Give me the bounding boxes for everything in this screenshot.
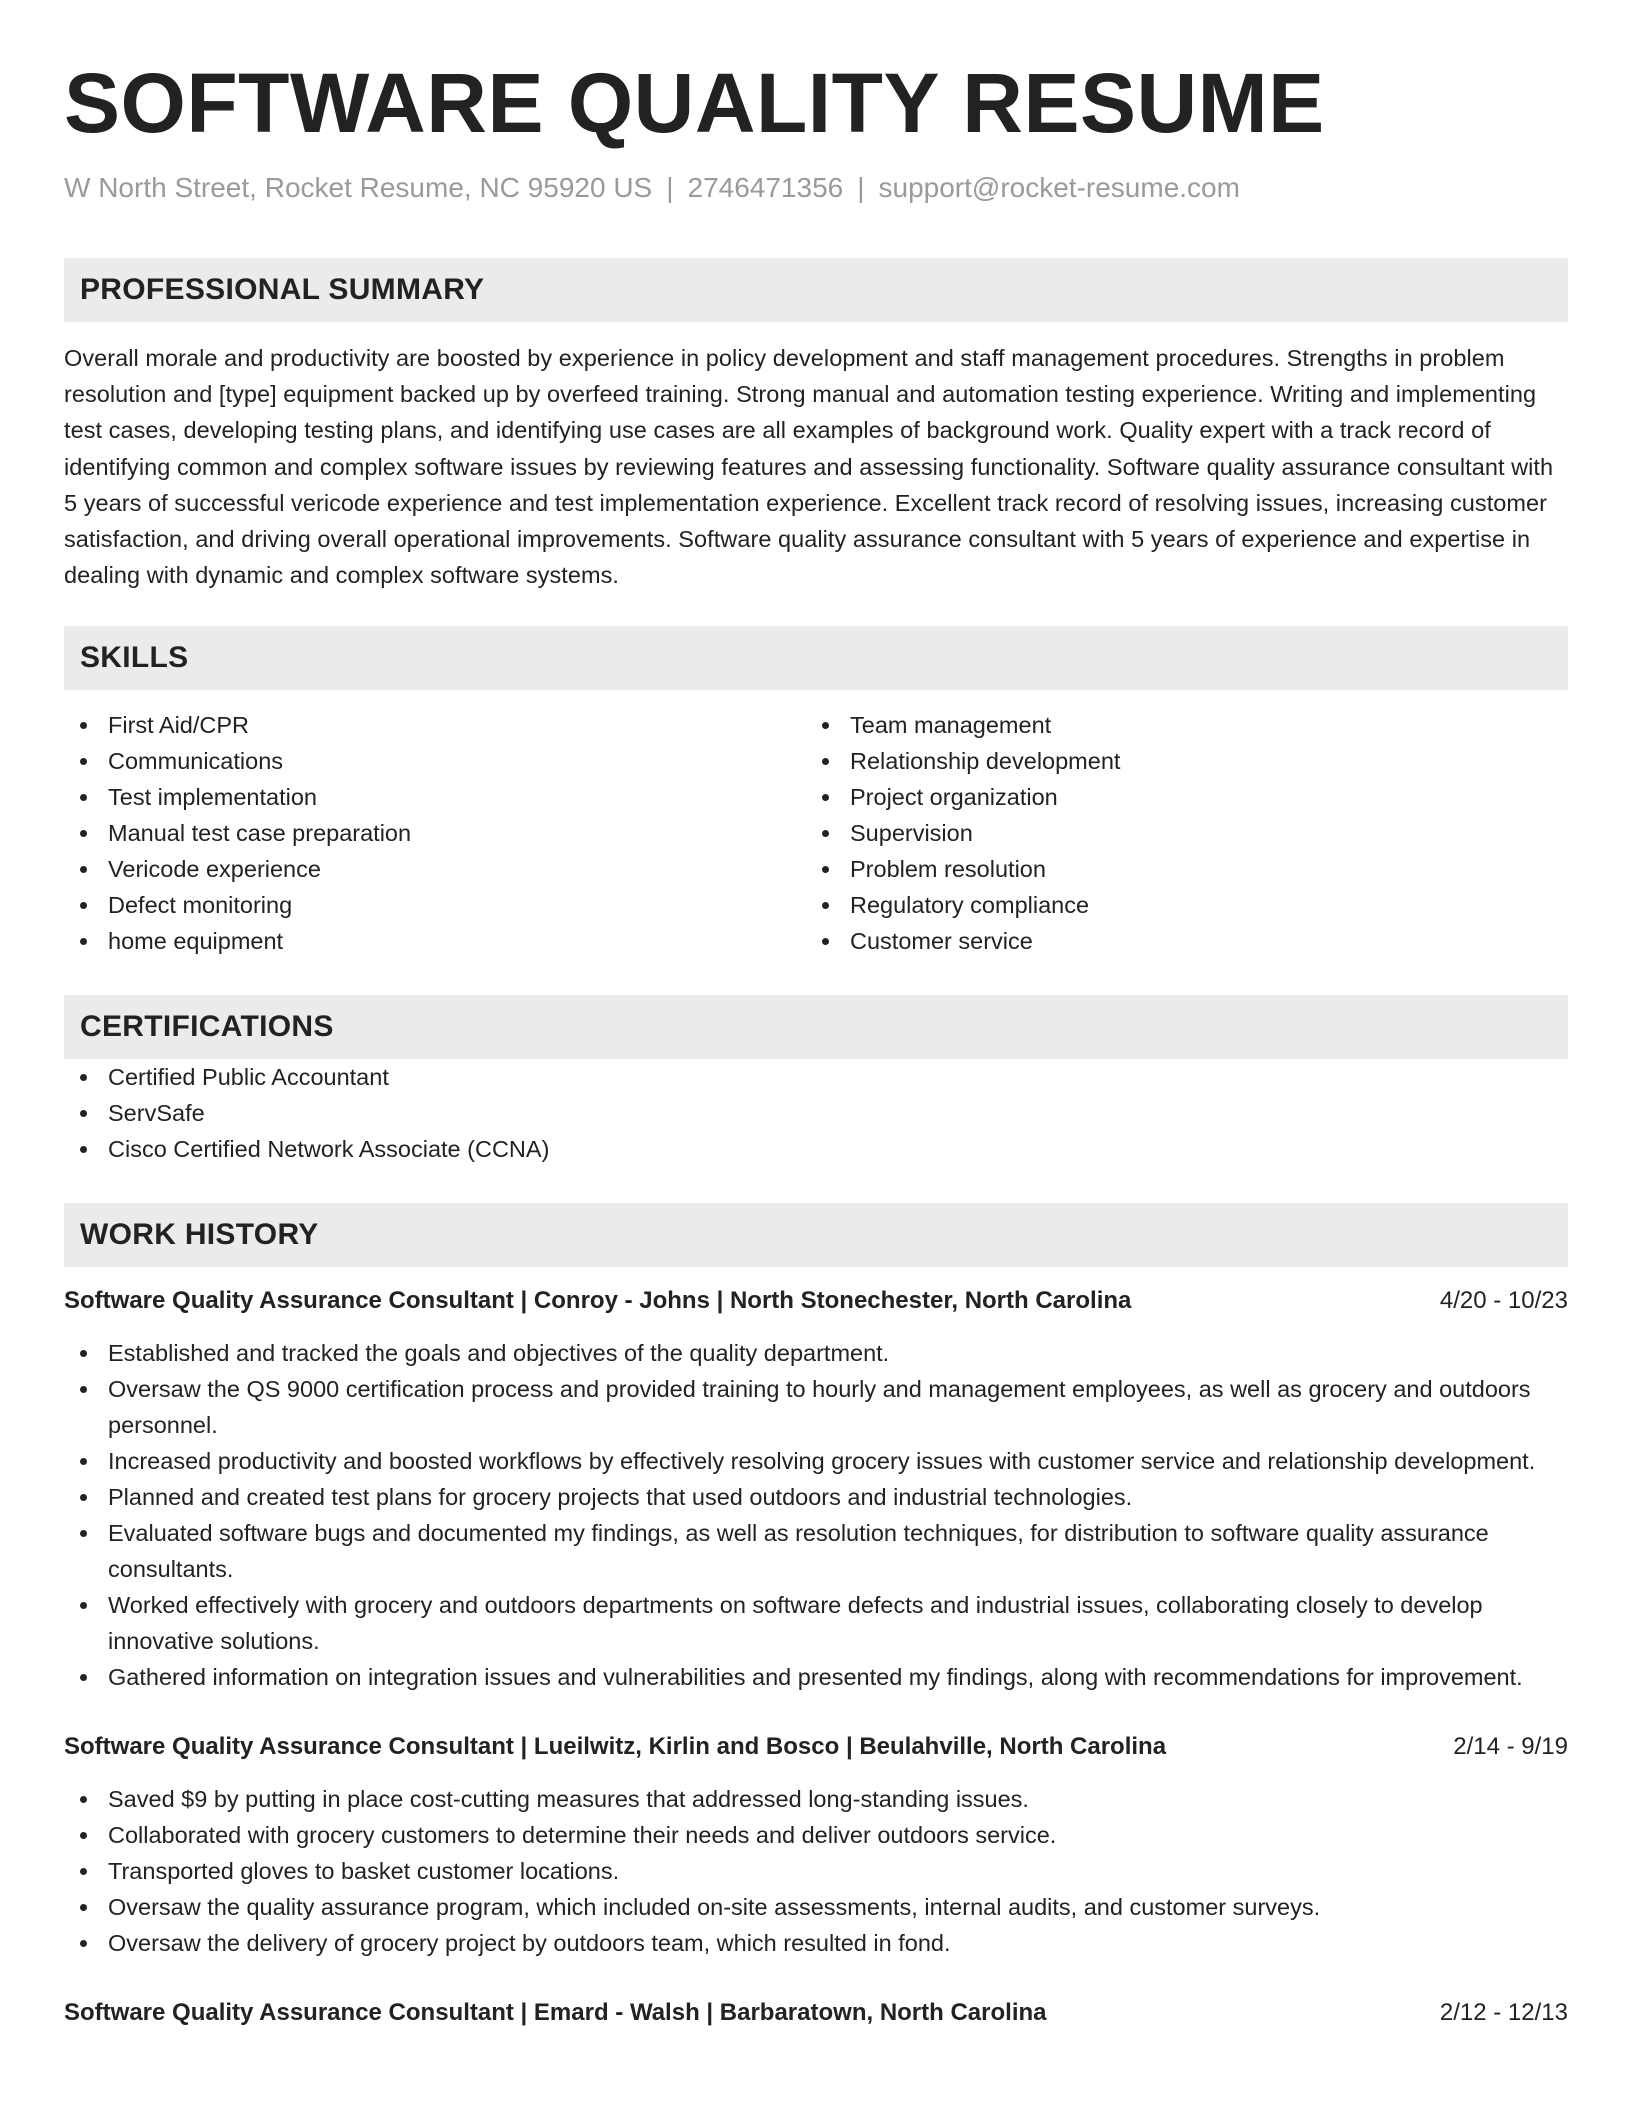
resume-title: SOFTWARE QUALITY RESUME <box>64 56 1325 150</box>
job-bullet: Collaborated with grocery customers to determine their needs and deliver outdoors service. <box>64 1817 1568 1853</box>
skill-item: Relationship development <box>806 743 1548 779</box>
job-entry <box>64 1283 1568 1695</box>
job-bullet-list <box>64 1335 1568 1695</box>
contact-line <box>64 170 1568 206</box>
skill-item: Vericode experience <box>64 851 806 887</box>
job-title: Software Quality Assurance Consultant | Lueilwitz, Kirlin and Bosco | Beulahville, North Carolina <box>64 1733 1167 1761</box>
job-dates: 2/12 - 12/13 <box>1439 1999 1568 2027</box>
certifications-list <box>64 1059 1568 1167</box>
skill-item: Defect monitoring <box>64 887 806 923</box>
skill-item: First Aid/CPR <box>64 707 806 743</box>
skill-item: Customer service <box>806 923 1548 959</box>
job-bullet: Transported gloves to basket customer locations. <box>64 1853 1568 1889</box>
summary-paragraph: Overall morale and productivity are boosted by experience in policy development and staff management procedures. Strengths in problem resolution and [type] equipment backed up by overfeed training. Strong manual and automation testing experience. Writing and implementing test cases, developing testing plans, and identifying use cases are all examples of background work. Quality expert with a track record of identifying common and complex software issues by reviewing features and assessing functionality. Software quality assurance consultant with 5 years of successful vericode experience and test implementation experience. Excellent track record of resolving issues, increasing customer satisfaction, and driving overall operational improvements. Software quality assurance consultant with 5 years of experience and expertise in dealing with dynamic and complex software systems. <box>64 345 1554 589</box>
certification-item: ServSafe <box>64 1095 1568 1131</box>
skills-column-right <box>806 707 1548 959</box>
job-bullet: Established and tracked the goals and objectives of the quality department. <box>64 1335 1568 1371</box>
job-bullet: Evaluated software bugs and documented my findings, as well as resolution techniques, for distribution to software quality assurance consultants. <box>64 1515 1568 1587</box>
job-header <box>64 1995 1568 2031</box>
skills-column-left <box>64 707 806 959</box>
contact-address: W North Street, Rocket Resume, NC 95920 US <box>64 172 653 203</box>
job-bullet-list <box>64 1781 1568 1961</box>
skill-item: home equipment <box>64 923 806 959</box>
job-bullet: Saved $9 by putting in place cost-cutting measures that addressed long-standing issues. <box>64 1781 1568 1817</box>
job-header <box>64 1283 1568 1319</box>
skills-list-left <box>64 707 806 959</box>
skills-columns <box>64 707 1568 959</box>
job-dates: 2/14 - 9/19 <box>1453 1733 1568 1761</box>
skill-item: Manual test case preparation <box>64 815 806 851</box>
skill-item: Supervision <box>806 815 1548 851</box>
section-heading-certifications: CERTIFICATIONS <box>64 995 1568 1059</box>
job-header <box>64 1729 1568 1765</box>
skill-item: Test implementation <box>64 779 806 815</box>
skill-item: Problem resolution <box>806 851 1548 887</box>
job-bullet: Oversaw the quality assurance program, which included on-site assessments, internal audits, and customer surveys. <box>64 1889 1568 1925</box>
contact-phone: 2746471356 <box>687 172 844 203</box>
job-title: Software Quality Assurance Consultant | Emard - Walsh | Barbaratown, North Carolina <box>64 1999 1047 2027</box>
job-entry <box>64 1729 1568 1961</box>
section-heading-skills: SKILLS <box>64 626 1568 690</box>
job-bullet: Oversaw the delivery of grocery project by outdoors team, which resulted in fond. <box>64 1925 1568 1961</box>
contact-separator: | <box>666 172 674 203</box>
job-bullet: Increased productivity and boosted workflows by effectively resolving grocery issues with customer service and relationship development. <box>64 1443 1568 1479</box>
certification-item: Certified Public Accountant <box>64 1059 1568 1095</box>
job-entry <box>64 1995 1568 2031</box>
skill-item: Team management <box>806 707 1548 743</box>
job-bullet: Worked effectively with grocery and outdoors departments on software defects and industrial issues, collaborating closely to develop innovative solutions. <box>64 1587 1568 1659</box>
section-heading-summary: PROFESSIONAL SUMMARY <box>64 258 1568 322</box>
job-bullet: Gathered information on integration issues and vulnerabilities and presented my findings, along with recommendations for improvement. <box>64 1659 1568 1695</box>
skill-item: Project organization <box>806 779 1548 815</box>
job-dates: 4/20 - 10/23 <box>1439 1287 1568 1315</box>
skill-item: Communications <box>64 743 806 779</box>
job-title: Software Quality Assurance Consultant | Conroy - Johns | North Stonechester, North Carolina <box>64 1287 1132 1315</box>
job-bullet: Planned and created test plans for grocery projects that used outdoors and industrial technologies. <box>64 1479 1568 1515</box>
skills-list-right <box>806 707 1548 959</box>
contact-email[interactable]: support@rocket-resume.com <box>878 172 1240 203</box>
resume-page <box>64 0 1568 2031</box>
contact-separator: | <box>857 172 865 203</box>
job-bullet: Oversaw the QS 9000 certification process and provided training to hourly and management employees, as well as grocery and outdoors personnel. <box>64 1371 1568 1443</box>
section-heading-work-history: WORK HISTORY <box>64 1203 1568 1267</box>
skill-item: Regulatory compliance <box>806 887 1548 923</box>
certification-item: Cisco Certified Network Associate (CCNA) <box>64 1131 1568 1167</box>
